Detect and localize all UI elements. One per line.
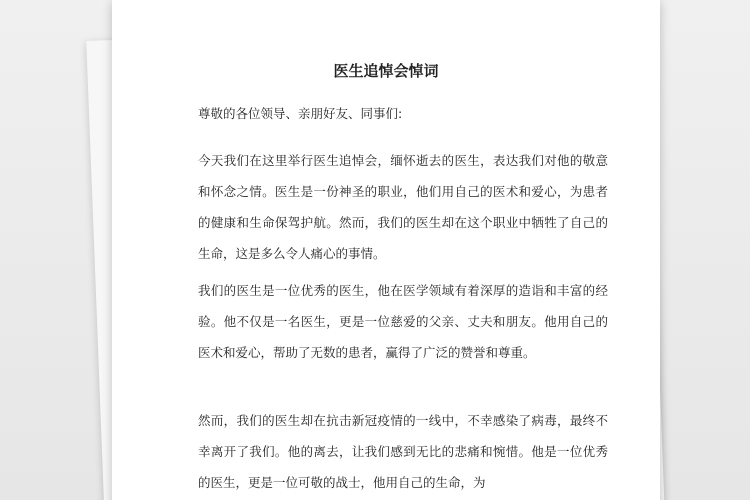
document-page <box>112 0 660 500</box>
paragraph-3: 然而，我们的医生却在抗击新冠疫情的一线中，不幸感染了病毒，最终不幸离开了我们。他的离去，让我们感到无比的悲痛和惋惜。他是一位优秀的医生，更是一位可敬的战士，他用自己的生命，为 <box>198 413 608 490</box>
greeting-line: 尊敬的各位领导、亲朋好友、同事们: <box>198 106 403 121</box>
paragraph-1: 今天我们在这里举行医生追悼会，缅怀逝去的医生，表达我们对他的敬意和怀念之情。医生是一份神圣的职业，他们用自己的医术和爱心，为患者的健康和生命保驾护航。然而，我们的医生却在这个职业中牺牲了自己的生命，这是多么令人痛心的事情。 <box>198 153 608 261</box>
paragraph-2: 我们的医生是一位优秀的医生，他在医学领域有着深厚的造诣和丰富的经验。他不仅是一名医生，更是一位慈爱的父亲、丈夫和朋友。他用自己的医术和爱心，帮助了无数的患者，赢得了广泛的赞誉和尊重。 <box>198 283 608 360</box>
document-title: 医生追悼会悼词 <box>333 62 439 80</box>
